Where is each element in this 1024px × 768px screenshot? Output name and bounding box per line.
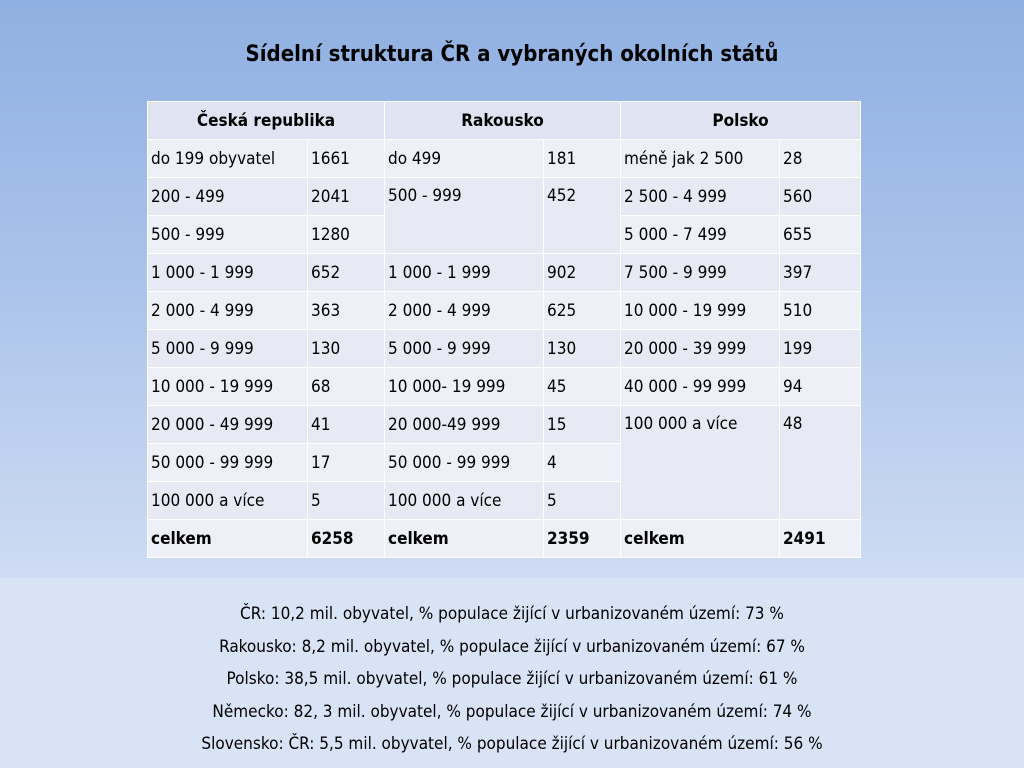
pl-total-label: celkem: [621, 520, 780, 558]
note-line: Polsko: 38,5 mil. obyvatel, % populace žijící v urbanizovaném území: 61 %: [226, 669, 798, 689]
at-value-cell: 15: [544, 406, 621, 444]
pl-value-cell: 48: [780, 406, 861, 520]
at-range-cell: do 499: [385, 140, 544, 178]
at-total-value: 2359: [544, 520, 621, 558]
pl-range-cell: 40 000 - 99 999: [621, 368, 780, 406]
at-value-cell: 452: [544, 178, 621, 254]
table-row: [148, 140, 861, 178]
header-czech-republic: Česká republika: [148, 102, 385, 140]
table-row: [148, 368, 861, 406]
cz-value-cell: 363: [308, 292, 385, 330]
header-poland: Polsko: [621, 102, 861, 140]
pl-range-cell: 7 500 - 9 999: [621, 254, 780, 292]
note-line: Slovensko: ČR: 5,5 mil. obyvatel, % populace žijící v urbanizovaném území: 56 %: [201, 734, 823, 754]
cz-value-cell: 1661: [308, 140, 385, 178]
note-line: ČR: 10,2 mil. obyvatel, % populace žijící v urbanizovaném území: 73 %: [240, 604, 784, 624]
at-range-cell: 1 000 - 1 999: [385, 254, 544, 292]
cz-total-label: celkem: [148, 520, 308, 558]
cz-total-value: 6258: [308, 520, 385, 558]
cz-value-cell: 130: [308, 330, 385, 368]
pl-range-cell: méně jak 2 500: [621, 140, 780, 178]
at-value-cell: 902: [544, 254, 621, 292]
cz-range-cell: 100 000 a více: [148, 482, 308, 520]
table-row: [148, 292, 861, 330]
at-total-label: celkem: [385, 520, 544, 558]
cz-range-cell: 5 000 - 9 999: [148, 330, 308, 368]
pl-value-cell: 510: [780, 292, 861, 330]
population-notes: [0, 598, 1024, 761]
pl-range-cell: 5 000 - 7 499: [621, 216, 780, 254]
cz-value-cell: 17: [308, 444, 385, 482]
cz-range-cell: 10 000 - 19 999: [148, 368, 308, 406]
cz-range-cell: 2 000 - 4 999: [148, 292, 308, 330]
pl-value-cell: 199: [780, 330, 861, 368]
at-range-cell: 10 000- 19 999: [385, 368, 544, 406]
header-austria: Rakousko: [385, 102, 621, 140]
cz-range-cell: 200 - 499: [148, 178, 308, 216]
cz-value-cell: 652: [308, 254, 385, 292]
at-range-cell: 50 000 - 99 999: [385, 444, 544, 482]
note-line: Rakousko: 8,2 mil. obyvatel, % populace žijící v urbanizovaném území: 67 %: [219, 636, 805, 657]
table-header-row: [148, 102, 861, 140]
pl-range-cell: 2 500 - 4 999: [621, 178, 780, 216]
pl-value-cell: 560: [780, 178, 861, 216]
cz-value-cell: 1280: [308, 216, 385, 254]
pl-value-cell: 397: [780, 254, 861, 292]
pl-total-value: 2491: [780, 520, 861, 558]
note-line: Německo: 82, 3 mil. obyvatel, % populace žijící v urbanizovaném území: 74 %: [212, 701, 812, 722]
cz-value-cell: 2041: [308, 178, 385, 216]
cz-value-cell: 68: [308, 368, 385, 406]
pl-value-cell: 655: [780, 216, 861, 254]
slide-title: Sídelní struktura ČR a vybraných okolních států: [245, 42, 779, 67]
cz-range-cell: do 199 obyvatel: [148, 140, 308, 178]
at-range-cell: 500 - 999: [385, 178, 544, 254]
pl-value-cell: 94: [780, 368, 861, 406]
cz-range-cell: 50 000 - 99 999: [148, 444, 308, 482]
table-row: [148, 406, 861, 444]
cz-value-cell: 5: [308, 482, 385, 520]
at-value-cell: 625: [544, 292, 621, 330]
at-range-cell: 2 000 - 4 999: [385, 292, 544, 330]
at-range-cell: 100 000 a více: [385, 482, 544, 520]
cz-range-cell: 500 - 999: [148, 216, 308, 254]
pl-range-cell: 10 000 - 19 999: [621, 292, 780, 330]
at-value-cell: 4: [544, 444, 621, 482]
pl-range-cell: 100 000 a více: [621, 406, 780, 520]
cz-range-cell: 20 000 - 49 999: [148, 406, 308, 444]
table-row: [148, 178, 861, 216]
at-value-cell: 45: [544, 368, 621, 406]
table-total-row: [148, 520, 861, 558]
at-value-cell: 181: [544, 140, 621, 178]
pl-range-cell: 20 000 - 39 999: [621, 330, 780, 368]
at-range-cell: 20 000-49 999: [385, 406, 544, 444]
table-row: [148, 330, 861, 368]
at-range-cell: 5 000 - 9 999: [385, 330, 544, 368]
settlement-structure-table: [147, 101, 861, 558]
at-value-cell: 5: [544, 482, 621, 520]
cz-value-cell: 41: [308, 406, 385, 444]
table-row: [148, 254, 861, 292]
pl-value-cell: 28: [780, 140, 861, 178]
cz-range-cell: 1 000 - 1 999: [148, 254, 308, 292]
at-value-cell: 130: [544, 330, 621, 368]
